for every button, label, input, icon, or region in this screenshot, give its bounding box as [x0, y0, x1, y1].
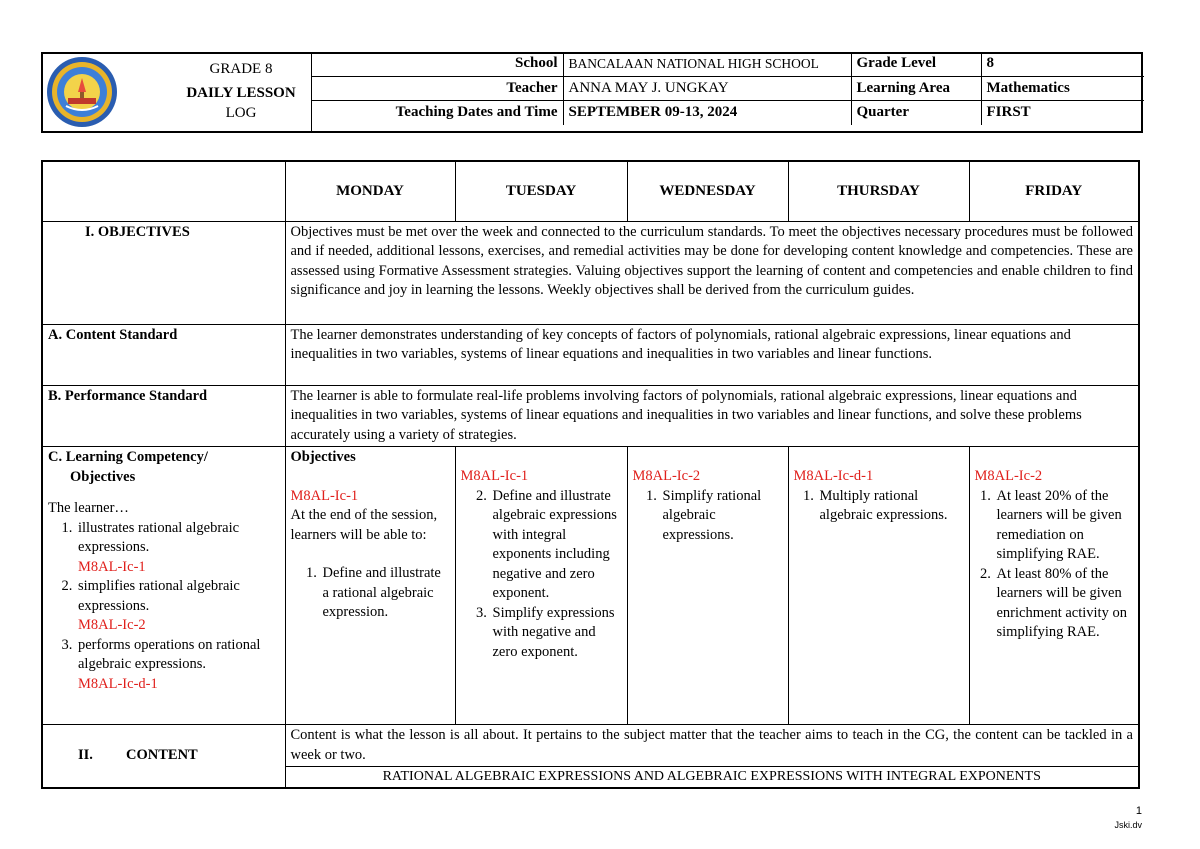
competency-row: [42, 447, 1139, 725]
monday-code: M8AL-Ic-1: [290, 487, 359, 504]
dll-title-line2: LOG: [225, 105, 257, 121]
competency-cell: [42, 447, 285, 725]
grade-level-value: 8: [981, 52, 1144, 76]
dates-label: Teaching Dates and Time: [312, 101, 563, 125]
content-label: CONTENT: [126, 747, 198, 763]
thursday-list: [794, 487, 964, 526]
learning-area-value: Mathematics: [981, 76, 1144, 101]
teacher-label: Teacher: [312, 76, 563, 101]
friday-objectives: [969, 447, 1139, 725]
page-number: 1: [1135, 805, 1142, 817]
content-row: [42, 725, 1139, 767]
competency-item: 2. simplifies rational algebraic expressions. M8AL-Ic-2: [76, 577, 280, 636]
tuesday-objectives: [455, 447, 627, 725]
school-label: School: [312, 52, 563, 76]
content-standard-text: The learner demonstrates understanding of key concepts of factors of polynomials, rational algebraic expressions, linear equations and inequalities in two variables, systems of linear equations and inequalities in two variables and linear functions.: [285, 324, 1139, 385]
friday-list: [975, 487, 1134, 643]
content-label-cell: [42, 725, 285, 788]
performance-standard-row: [42, 385, 1139, 447]
friday-item: 1. At least 20% of the learners will be given remediation on simplifying RAE.: [995, 487, 1134, 565]
objectives-text: Objectives must be met over the week and connected to the curriculum standards. To meet the objectives necessary procedures must be followed and if needed, additional lessons, exercises, and remedial activities may be done for developing content knowledge and competencies. These are assessed using Formative Assessment strategies. Valuing objectives support the learning of content and competencies and enable children to find significance and joy in learning the lessons. Weekly objectives shall be derived from the curriculum guides.: [285, 221, 1139, 324]
tuesday-item: 2. Define and illustrate algebraic expressions with integral exponents including negative and zero exponent.: [491, 487, 622, 604]
content-standard-row: [42, 324, 1139, 385]
thursday-code: M8AL-Ic-d-1: [793, 468, 874, 484]
wednesday-code: M8AL-Ic-2: [632, 468, 701, 484]
school-seal-icon: [46, 56, 118, 128]
day-thursday: THURSDAY: [788, 161, 969, 221]
content-topic: RATIONAL ALGEBRAIC EXPRESSIONS AND ALGEBRAIC EXPRESSIONS WITH INTEGRAL EXPONENTS: [285, 767, 1139, 788]
competency-item: 3. performs operations on rational algebraic expressions. M8AL-Ic-d-1: [76, 636, 280, 695]
quarter-value: FIRST: [981, 101, 1144, 125]
monday-intro: At the end of the session, learners will be able to:: [290, 507, 438, 543]
monday-list: [291, 564, 450, 623]
thursday-item: 1. Multiply rational algebraic expressions.: [818, 487, 964, 526]
corner-cell: [42, 161, 285, 221]
competency-code: M8AL-Ic-2: [78, 617, 146, 633]
wednesday-list: [633, 487, 783, 546]
tuesday-list: [461, 487, 622, 663]
header-row-teacher: [312, 76, 1144, 101]
footer-mark: Jski.dv: [1114, 820, 1142, 830]
lesson-log-table: [41, 160, 1140, 789]
competency-label-line2: Objectives: [70, 468, 136, 485]
header-info-grid: [312, 52, 1144, 125]
competency-label-line1: C. Learning Competency/: [48, 449, 208, 465]
tuesday-item: 3. Simplify expressions with negative and zero exponent.: [491, 604, 622, 663]
content-text: Content is what the lesson is all about. It pertains to the subject matter that the teacher aims to teach in the CG, the content can be tackled in a week or two.: [285, 725, 1139, 767]
objectives-label: I. OBJECTIVES: [42, 221, 285, 324]
day-wednesday: WEDNESDAY: [627, 161, 788, 221]
day-tuesday: TUESDAY: [455, 161, 627, 221]
tuesday-code: M8AL-Ic-1: [460, 468, 529, 484]
dates-value: SEPTEMBER 09-13, 2024: [563, 101, 851, 125]
performance-standard-text: The learner is able to formulate real-life problems involving factors of polynomials, rational algebraic expressions, linear equations and inequalities in two variables, systems of linear equations and inequalities in two variables and linear functions, and solve these problems accurately using a variety of strategies.: [285, 385, 1139, 447]
competency-code: M8AL-Ic-1: [78, 558, 146, 575]
learner-intro: The learner…: [48, 500, 129, 516]
objectives-row: [42, 221, 1139, 324]
monday-objectives: [285, 447, 455, 725]
monday-heading: Objectives: [290, 449, 356, 465]
grade-label: GRADE 8: [209, 61, 273, 77]
monday-item: 1. Define and illustrate a rational algebraic expression.: [321, 564, 450, 623]
thursday-objectives: [788, 447, 969, 725]
competency-list: [48, 519, 280, 695]
days-row: [42, 161, 1139, 221]
header-row-school: [312, 52, 1144, 76]
competency-item: 1. illustrates rational algebraic expressions. M8AL-Ic-1: [76, 519, 280, 578]
competency-code: M8AL-Ic-d-1: [78, 675, 158, 692]
grade-level-label: Grade Level: [851, 52, 981, 76]
school-value: BANCALAAN NATIONAL HIGH SCHOOL: [563, 52, 851, 76]
content-standard-label: A. Content Standard: [42, 324, 285, 385]
header-left: [41, 52, 312, 133]
teacher-value: ANNA MAY J. UNGKAY: [563, 76, 851, 101]
day-monday: MONDAY: [285, 161, 455, 221]
learning-area-label: Learning Area: [851, 76, 981, 101]
content-label-num: II.: [78, 747, 93, 763]
wednesday-item: 1. Simplify rational algebraic expressions.: [661, 487, 783, 546]
quarter-label: Quarter: [851, 101, 981, 125]
day-friday: FRIDAY: [969, 161, 1139, 221]
friday-code: M8AL-Ic-2: [974, 468, 1043, 484]
performance-standard-label: B. Performance Standard: [42, 385, 285, 447]
dll-title-line1: DAILY LESSON: [186, 85, 296, 101]
header-row-dates: [312, 101, 1144, 125]
friday-item: 2. At least 80% of the learners will be given enrichment activity on simplifying RAE.: [995, 565, 1134, 643]
wednesday-objectives: [627, 447, 788, 725]
